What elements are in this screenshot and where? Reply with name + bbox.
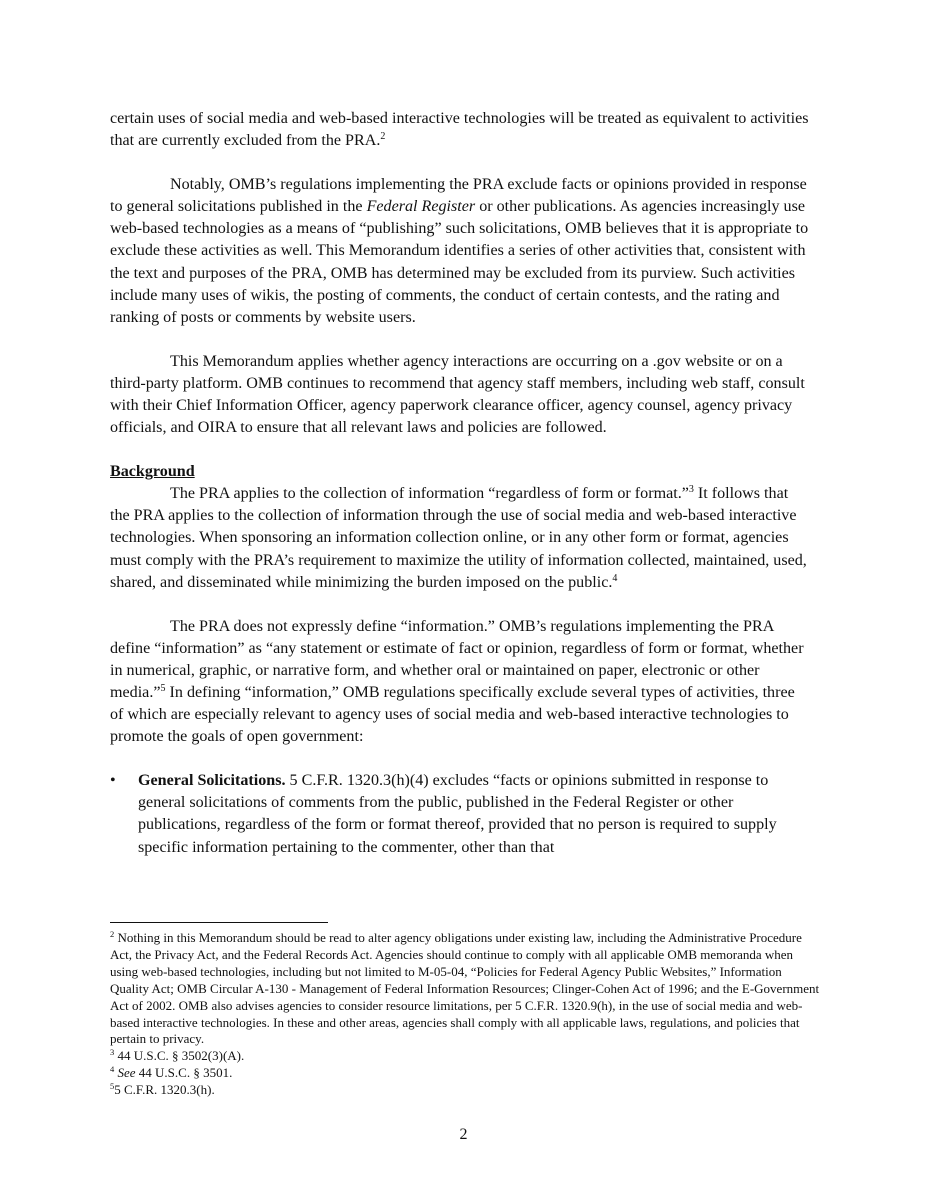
- footnote-separator: [110, 922, 328, 923]
- footnote-4: [110, 1065, 820, 1082]
- paragraph-notably: [110, 174, 810, 329]
- footnote-5: [110, 1082, 820, 1099]
- footnote-2: [110, 930, 820, 1048]
- section-heading-background: Background: [110, 463, 195, 481]
- footnote-ref[interactable]: 5: [160, 682, 166, 694]
- paragraph-text: certain uses of social media and web-based interactive technologies will be treated as equivalent to activities that are currently excluded from the PRA.: [110, 110, 809, 150]
- paragraph-text: The PRA does not expressly define “information.” OMB’s regulations implementing the PRA define “information” as “any statement or estimate of fact or opinion, regardless of form or format, whether in numerical, graphic, or narrative form, and whether oral or maintained on paper, electronic or other media.”: [110, 617, 804, 701]
- footnote-number: 3: [110, 1047, 115, 1058]
- paragraph-text: It follows that the PRA applies to the collection of information through the use of social media and web-based interactive technologies. When sponsoring an information collection online, or in any other form or format, agencies must comply with the PRA’s requirement to maximize the utility of information collected, maintained, used, shared, and disseminated while minimizing the burden imposed on the public.: [110, 485, 807, 591]
- paragraph-define-information: [110, 616, 810, 749]
- list-item-general-solicitations: [110, 770, 810, 858]
- paragraph-text: This Memorandum applies whether agency interactions are occurring on a .gov website or on a third-party platform. OMB continues to recommend that agency staff members, including web staff, consult with their Chief Information Officer, agency paperwork clearance officer, agency counsel, agency privacy officials, and OIRA to ensure that all relevant laws and policies are followed.: [110, 352, 805, 437]
- italic-text: See: [117, 1065, 136, 1081]
- page-number: 2: [459, 1126, 468, 1143]
- footnote-text: Nothing in this Memorandum should be read to alter agency obligations under existing law, including the Administrative Procedure Act, the Privacy Act, and the Federal Records Act. Agencies should continue to comply with all applicable OMB memoranda when using web-based technologies, including but not limited to M-05-04, “Policies for Federal Agency Public Websites,” Information Quality Act; OMB Circular A-130 - Management of Federal Information Resources; Clinger-Cohen Act of 1996; and the E-Government Act of 2002. OMB also advises agencies to consider resource limitations, per 5 C.F.R. 1320.9(h), in the use of social media and web-based interactive technologies. In these and other areas, agencies shall comply with all applicable laws, regulations, and policies that pertain to privacy.: [110, 930, 820, 1047]
- footnote-text: 5 C.F.R. 1320.3(h).: [114, 1082, 215, 1098]
- footnote-number: 4: [110, 1064, 115, 1075]
- bullet-icon: •: [110, 772, 116, 790]
- footnote-3: [110, 1048, 820, 1065]
- footnote-text: 44 U.S.C. § 3501.: [135, 1065, 233, 1081]
- paragraph-text: or other publications. As agencies increasingly use web-based technologies as a means of “publishing” such solicitations, OMB believes that it is appropriate to exclude these activities as well. This Memorandum identifies a series of other activities that, consistent with the text and purposes of the PRA, OMB has determined may be excluded from its purview. Such activities include many uses of wikis, the posting of comments, the conduct of certain contests, and the rating and ranking of posts or comments by website users.: [110, 198, 809, 326]
- italic-text: Federal Register: [366, 198, 476, 216]
- footnote-text: 44 U.S.C. § 3502(3)(A).: [117, 1048, 245, 1064]
- bold-term: General Solicitations.: [138, 772, 286, 790]
- footnotes: [110, 930, 820, 1099]
- footnote-ref[interactable]: 4: [612, 572, 618, 584]
- paragraph-text: In defining “information,” OMB regulations specifically exclude several types of activities, three of which are especially relevant to agency uses of social media and web-based interactive technologies to promote the goals of open government:: [110, 683, 795, 746]
- paragraph-text: The PRA applies to the collection of information “regardless of form or format.”: [170, 485, 689, 503]
- paragraph-applies: [110, 351, 810, 439]
- footnote-number: 2: [110, 929, 115, 939]
- page-body: [110, 108, 810, 859]
- paragraph-pra-applies: [110, 483, 810, 593]
- list-item-text: 5 C.F.R. 1320.3(h)(4) excludes “facts or opinions submitted in response to general solicitations of comments from the public, published in the Federal Register or other publications, regardless of the form or format thereof, provided that no person is required to supply specific information pertaining to the commenter, other than that: [138, 772, 777, 856]
- footnote-ref[interactable]: 3: [688, 484, 694, 496]
- paragraph-text: Notably, OMB’s regulations implementing the PRA exclude facts or opinions provided in response to general solicitations published in the: [110, 176, 807, 216]
- footnote-ref[interactable]: 2: [380, 131, 386, 143]
- paragraph-intro-continuation: [110, 108, 810, 152]
- footnote-number: 5: [110, 1081, 115, 1092]
